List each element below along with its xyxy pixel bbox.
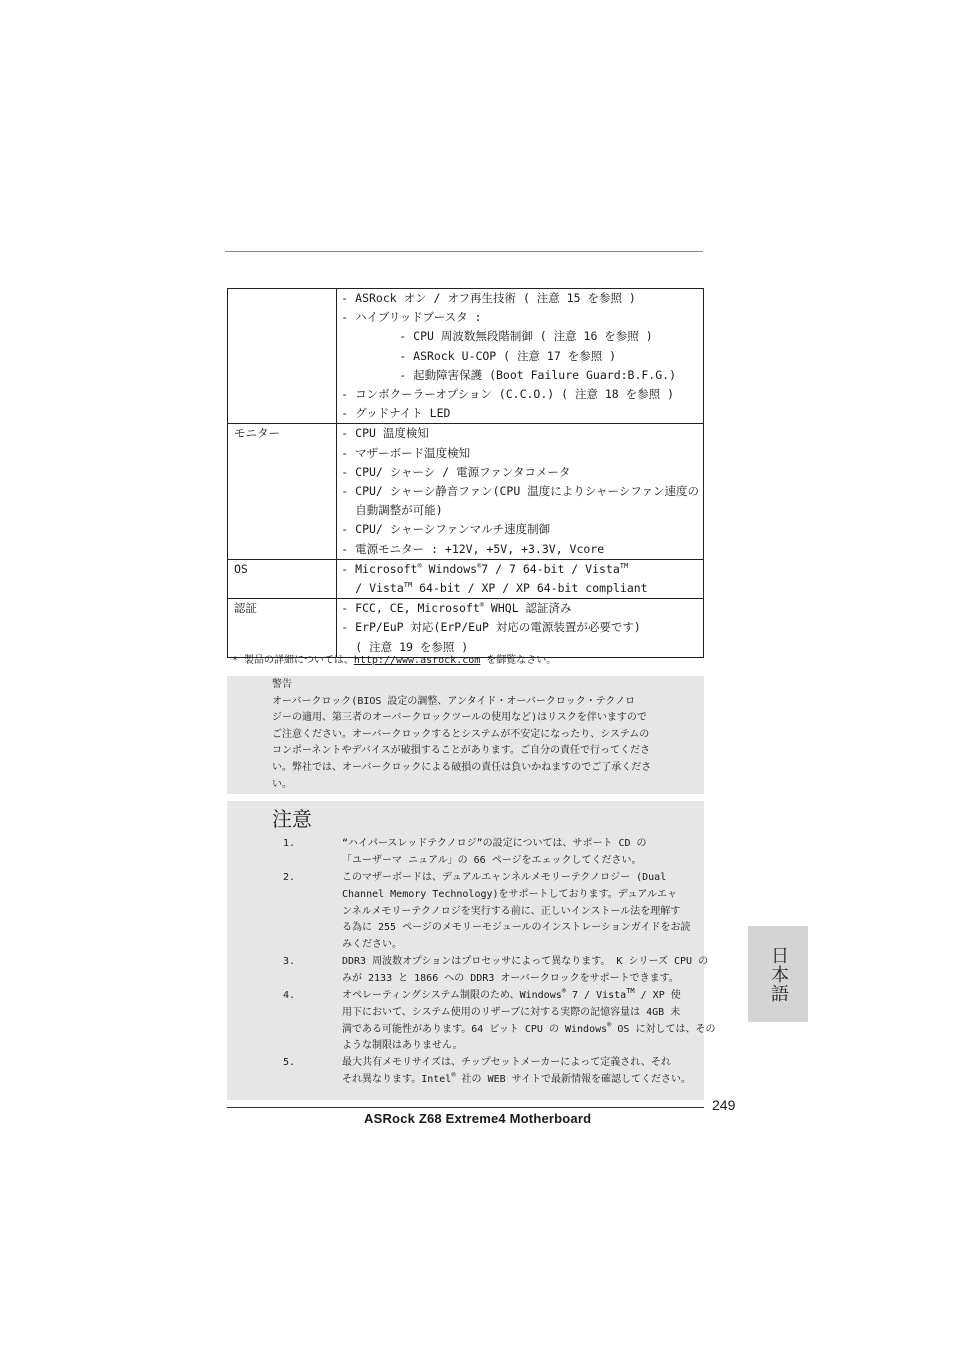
note-fragment: それ異なります。Intel bbox=[342, 1073, 452, 1085]
note-line: ンネルメモリーテクノロジを実行する前に、正しいインストール法を理解す bbox=[342, 905, 681, 917]
warning-line: い。 bbox=[272, 778, 292, 790]
page-number: 249 bbox=[712, 1097, 736, 1113]
registered-mark: ® bbox=[477, 561, 482, 570]
asrock-link[interactable]: http://www.asrock.com bbox=[353, 655, 481, 666]
notes-box bbox=[227, 801, 716, 1100]
spec-line bbox=[341, 579, 699, 598]
note-line: る為に 255 ページのメモリーモジュールのインストレーションガイドをお読 bbox=[342, 922, 691, 934]
spec-line: - ErP/EuP 対応(ErP/EuP 対応の電源装置が必要です) bbox=[341, 620, 641, 635]
table-row bbox=[228, 559, 704, 598]
footer-rule bbox=[227, 1107, 704, 1108]
warning-title: 警告 bbox=[272, 679, 292, 690]
table-row bbox=[228, 424, 704, 559]
footnote bbox=[232, 651, 556, 666]
cert-text: WHQL 認証済み bbox=[484, 601, 572, 616]
os-text: - Microsoft bbox=[341, 561, 418, 576]
footnote-text: を御覧なさい。 bbox=[480, 655, 557, 666]
spec-value-cell bbox=[337, 599, 704, 658]
warning-line: コンポーネントやデバイスが破損することがあります。ご自分の責任で行ってくださ bbox=[272, 745, 650, 757]
spec-line: ( 注意 19 を参照 ) bbox=[355, 639, 469, 654]
spec-line: - CPU 温度検知 bbox=[341, 426, 429, 441]
spec-line: - CPU 周波数無段階制御 ( 注意 16 を参照 ) bbox=[399, 329, 653, 344]
spec-line: - 起動障害保護 (Boot Failure Guard:B.F.G.) bbox=[399, 367, 677, 382]
note-line: “ハイパースレッドテクノロジ”の設定については、サポート CD の bbox=[342, 838, 647, 849]
spec-category-monitor: モニター bbox=[228, 424, 337, 559]
note-line: みが 2133 と 1866 への DDR3 オーバークロックをサポートできます。 bbox=[342, 972, 679, 984]
os-text: 7 / 7 64-bit / Vista bbox=[481, 561, 620, 576]
spec-category-cert: 認証 bbox=[228, 599, 337, 658]
warning-line: い。弊社では、オーバークロックによる破損の責任は負いかねますのでご了承くださ bbox=[272, 761, 652, 773]
note-number: 5. bbox=[283, 1057, 296, 1068]
note-line: DDR3 周波数オプションはプロセッサによって異なります。 K シリーズ CPU の bbox=[342, 956, 709, 967]
note-number: 2. bbox=[283, 872, 296, 883]
spec-line: - CPU/ シャーシ / 電源ファンタコメータ bbox=[341, 464, 571, 479]
note-number: 3. bbox=[283, 956, 296, 967]
table-row bbox=[228, 289, 704, 424]
warning-line: オーバークロック(BIOS 設定の調整、アンタイド・オーバークロック・テクノロ bbox=[272, 695, 636, 707]
spec-line: - ASRock オン / オフ再生技術 ( 注意 15 を参照 ) bbox=[341, 291, 636, 305]
spec-category-os: OS bbox=[228, 559, 337, 598]
footnote-text: * 製品の詳細については、 bbox=[232, 655, 354, 666]
registered-mark: ® bbox=[479, 601, 484, 610]
notes-title: 注意 bbox=[272, 807, 312, 831]
spec-line: - ASRock U-COP ( 注意 17 を参照 ) bbox=[399, 348, 617, 363]
spec-line bbox=[341, 560, 699, 579]
spec-line: - CPU/ シャーシファンマルチ速度制御 bbox=[341, 522, 551, 537]
note-text bbox=[342, 988, 715, 1055]
note-text bbox=[342, 836, 647, 870]
registered-mark: ® bbox=[561, 988, 566, 995]
registered-mark: ® bbox=[607, 1021, 612, 1029]
warning-line: ジーの適用、第三者のオーバークロックツールの使用など)はリスクを伴いますので bbox=[272, 712, 647, 724]
os-text: 64-bit / XP / XP 64-bit compliant bbox=[412, 581, 648, 596]
note-number: 4. bbox=[283, 990, 296, 1001]
language-tab-label: 日本語 bbox=[768, 945, 789, 1003]
cert-text: - FCC, CE, Microsoft bbox=[341, 601, 480, 616]
footer-model: ASRock Z68 Extreme4 Motherboard bbox=[364, 1111, 592, 1126]
language-tab bbox=[748, 926, 808, 1022]
top-rule bbox=[225, 251, 703, 252]
note-fragment: 7 / Vista bbox=[565, 990, 627, 1001]
spec-value-cell bbox=[337, 289, 704, 424]
note-line: 「ユーザーマ ニュアル」の 66 ページをエェックしてください。 bbox=[342, 854, 642, 866]
trademark-mark: TM bbox=[626, 988, 635, 995]
spec-category-cell bbox=[228, 289, 337, 424]
spec-line: - コンボクーラーオプション (C.C.O.) ( 注意 18 を参照 ) bbox=[341, 387, 675, 402]
spec-line: - グッドナイト LED bbox=[341, 406, 451, 421]
spec-line: 自動調整が可能) bbox=[355, 503, 443, 518]
note-text bbox=[342, 870, 691, 954]
os-text: / Vista bbox=[355, 581, 404, 596]
note-line: ような制限はありません。 bbox=[342, 1040, 463, 1052]
table-row bbox=[228, 599, 704, 658]
registered-mark: ® bbox=[417, 561, 422, 570]
note-fragment: オペレーティングシステム制限のため、Windows bbox=[342, 990, 562, 1001]
note-line bbox=[342, 1072, 691, 1089]
note-text bbox=[342, 954, 708, 988]
note-line: 用下において、システム使用のリザーブに対する実際の記憶容量は 4GB 未 bbox=[342, 1006, 681, 1018]
spec-line: - マザーボード温度検知 bbox=[341, 445, 471, 460]
spec-line: - ハイブリッドブースタ : bbox=[341, 310, 482, 325]
warning-box bbox=[227, 676, 704, 794]
note-line: Channel Memory Technology)をサポートしております。デュアルエャ bbox=[342, 888, 678, 900]
note-fragment: OS に対しては、その bbox=[611, 1023, 716, 1035]
spec-value-cell bbox=[337, 559, 704, 598]
registered-mark: ® bbox=[451, 1071, 456, 1079]
note-fragment: / XP 使 bbox=[634, 990, 681, 1001]
os-text: Windows bbox=[421, 561, 478, 576]
note-number: 1. bbox=[283, 838, 296, 849]
spec-line bbox=[341, 599, 699, 618]
note-text bbox=[342, 1055, 691, 1089]
note-line bbox=[342, 1022, 715, 1039]
trademark-mark: TM bbox=[403, 581, 413, 590]
note-line: このマザーボードは、デュアルエャンネルメモリーテクノロジー (Dual bbox=[342, 872, 667, 883]
note-fragment: 満である可能性があります。64 ビット CPU の Windows bbox=[342, 1023, 608, 1035]
spec-value-cell bbox=[337, 424, 704, 559]
note-fragment: 社の WEB サイトで最新情報を確認してください。 bbox=[455, 1073, 691, 1085]
spec-table bbox=[227, 288, 704, 658]
trademark-mark: TM bbox=[619, 561, 629, 570]
spec-line: - CPU/ シャーシ静音ファン(CPU 温度によりシャーシファン速度の bbox=[341, 484, 699, 499]
note-line: 最大共有メモリサイズは、チップセットメーカーによって定義され、それ bbox=[342, 1057, 671, 1068]
warning-line: ご注意ください。オーバークロックするとシステムが不安定になったり、システムの bbox=[272, 728, 650, 740]
note-line: みください。 bbox=[342, 939, 402, 951]
note-line bbox=[342, 988, 715, 1005]
spec-line: - 電源モニター : +12V, +5V, +3.3V, Vcore bbox=[341, 541, 605, 556]
